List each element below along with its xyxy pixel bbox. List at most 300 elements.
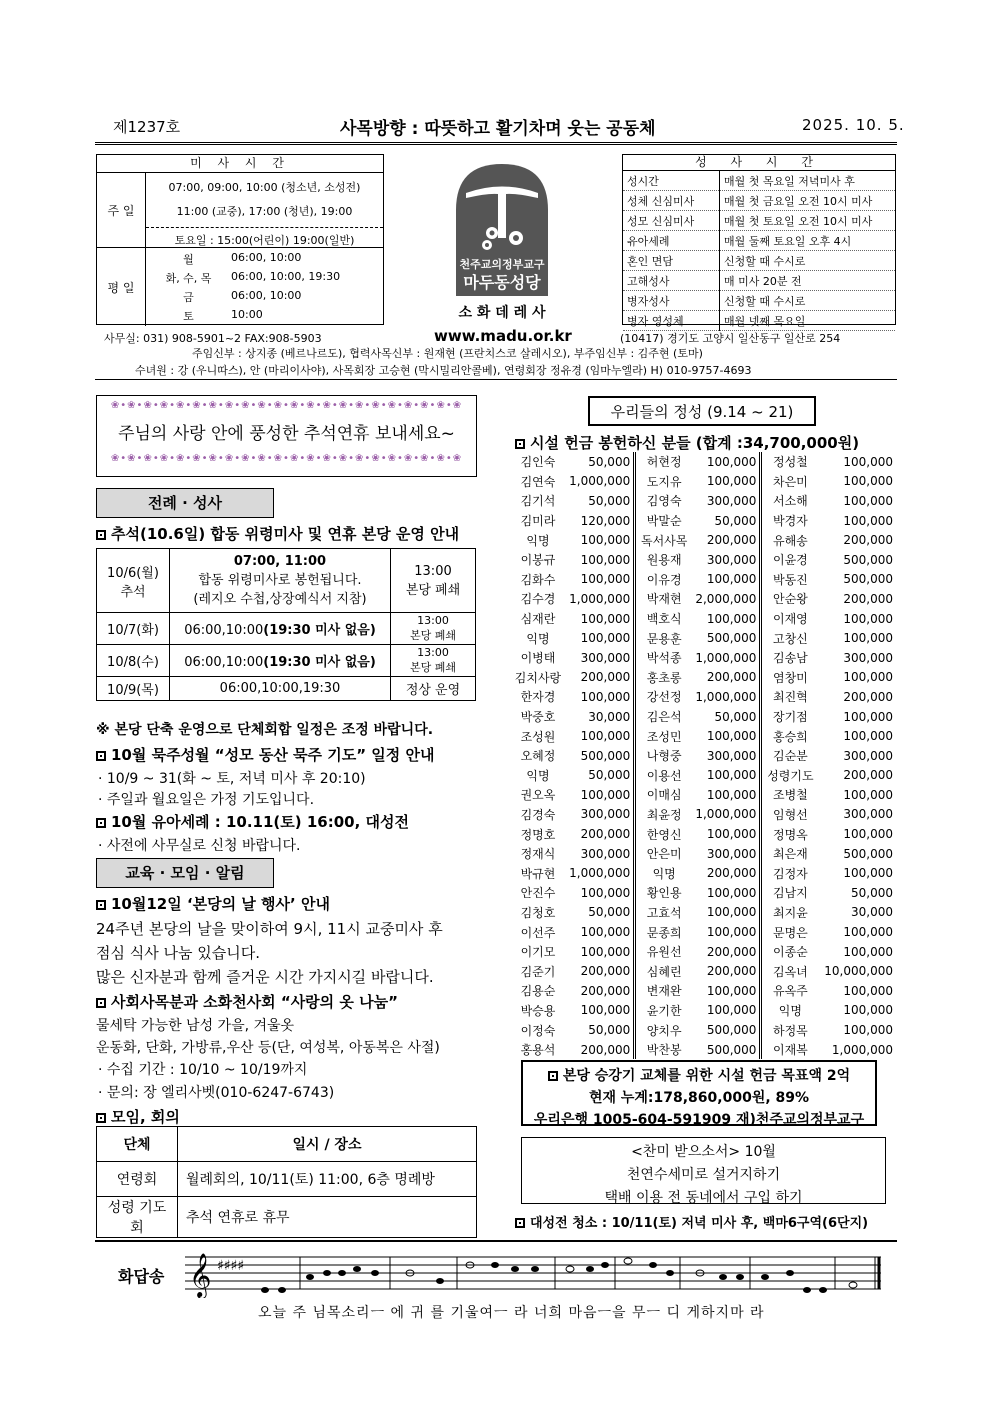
donor-name: 도지유 <box>646 474 682 489</box>
donor-amount: 200,000 <box>566 1040 635 1060</box>
schedule-main-bold: 07:00, 11:00 <box>233 554 327 569</box>
donor-name: 독서사목 <box>640 533 688 548</box>
donor-row <box>510 687 896 707</box>
schedule-main-sub: (레지오 수첩,상장예식서 지참) <box>193 592 367 607</box>
donor-name: 김정자 <box>773 866 808 881</box>
donor-name: 김화수 <box>520 572 556 587</box>
donor-name: 김청호 <box>520 905 556 920</box>
donor-name: 김수경 <box>520 592 556 607</box>
donor-amount: 300,000 <box>843 650 893 665</box>
clothes-line: 물세탁 가능한 남성 가을, 겨울옷 <box>96 1018 295 1034</box>
donor-name: 김순분 <box>773 749 808 764</box>
donor-amount: 200,000 <box>843 689 893 704</box>
sacrament-row <box>623 291 895 311</box>
donor-amount: 50,000 <box>692 707 761 727</box>
donor-amount: 500,000 <box>692 1040 761 1060</box>
donor-amount: 100,000 <box>843 474 893 489</box>
donor-amount: 200,000 <box>843 768 893 783</box>
donor-name: 익명 <box>526 533 550 548</box>
clothes-line: · 문의: 장 엘리사벳(010-6247-6743) <box>98 1085 335 1101</box>
donor-row <box>510 903 896 923</box>
anniversary-line: 많은 신자분과 함께 즐거운 시간 가지시길 바랍니다. <box>96 968 434 986</box>
pastoral-motto: 사목방향 : 따뜻하고 활기차며 웃는 공동체 <box>340 119 656 139</box>
donor-name: 강선정 <box>646 690 682 705</box>
rosary-line: · 주일과 월요일은 가정 기도입니다. <box>98 792 315 808</box>
donor-row <box>510 863 896 883</box>
donor-amount: 100,000 <box>692 981 761 1001</box>
banner-text: 주님의 사랑 안에 풍성한 추석연휴 보내세요~ <box>118 424 455 444</box>
svg-text:♯♯♯♯: ♯♯♯♯ <box>217 1258 245 1274</box>
weekday-time: 06:00, 10:00 <box>231 289 302 302</box>
donor-amount: 100,000 <box>843 1003 893 1018</box>
donor-amount: 30,000 <box>851 905 893 920</box>
donor-amount: 50,000 <box>851 885 893 900</box>
donor-amount: 300,000 <box>843 807 893 822</box>
weekday-day: 월 <box>183 253 194 266</box>
meeting-header: 일시 / 장소 <box>178 1127 477 1162</box>
donor-name: 김송남 <box>773 651 808 666</box>
donor-amount: 200,000 <box>692 942 761 962</box>
donor-name: 정재식 <box>520 847 556 862</box>
donor-name: 이재영 <box>773 612 808 627</box>
donor-name: 백호식 <box>646 612 682 627</box>
donor-amount: 200,000 <box>692 863 761 883</box>
donor-row <box>510 824 896 844</box>
chuseok-banner <box>96 395 477 477</box>
schedule-status: 13:00 <box>417 646 449 659</box>
group-meeting-note: ※ 본당 단축 운영으로 단체회합 일정은 조정 바랍니다. <box>96 722 434 738</box>
sacrament-time: 매월 둘째 토요일 오후 4시 <box>720 231 896 251</box>
donor-name: 박승용 <box>520 1003 556 1018</box>
elevator-current: 현재 누계:178,860,000원, 89% <box>588 1090 810 1106</box>
donor-name: 임형선 <box>773 807 808 822</box>
psalm-staff <box>185 1248 881 1298</box>
magazine-title: <찬미 받으소서> 10월 <box>631 1144 776 1160</box>
donor-amount: 120,000 <box>566 511 635 531</box>
donor-name: 익명 <box>526 768 550 783</box>
baptism-line: · 사전에 사무실로 신청 바랍니다. <box>98 838 301 854</box>
donor-name: 유옥주 <box>773 984 808 999</box>
donor-amount: 50,000 <box>566 766 635 786</box>
sacrament-time: 매 미사 20분 전 <box>720 271 896 291</box>
donor-name: 이기모 <box>520 945 556 960</box>
donor-name: 심혜린 <box>646 964 682 979</box>
donor-amount: 100,000 <box>692 824 761 844</box>
donor-name: 황인용 <box>646 886 682 901</box>
donor-name: 박말순 <box>646 514 682 529</box>
donor-amount: 50,000 <box>566 452 635 472</box>
checkbox-square-icon <box>515 1218 525 1228</box>
sacrament-row <box>623 211 895 231</box>
donor-amount: 100,000 <box>843 827 893 842</box>
staff-info: 수녀원 : 강 (우니따스), 안 (마리이사야), 사목회장 고승현 (막시밀리안콜베), 연령회장 정유경 (임마누엘라) H) 010-9757-4693 <box>135 364 752 377</box>
donor-name: 익명 <box>652 866 676 881</box>
donor-amount: 200,000 <box>692 530 761 550</box>
donor-name: 김은석 <box>646 710 682 725</box>
donor-row <box>510 1040 896 1060</box>
elevator-bank: 우리은행 1005-604-591909 재)천주교의정부교구 <box>533 1112 865 1128</box>
donor-row <box>510 1020 896 1040</box>
donor-name: 박석종 <box>646 651 682 666</box>
donor-amount: 100,000 <box>843 729 893 744</box>
sacrament-row <box>623 191 895 211</box>
weekday-day: 토 <box>183 310 194 323</box>
saturday-times: 토요일 : 15:00(어린이) 19:00(일반) <box>146 227 383 248</box>
rosary-title: 10월 묵주성월 “성모 동산 묵주 기도” 일정 안내 <box>96 744 434 765</box>
sacrament-row <box>623 231 895 251</box>
donor-name: 박규현 <box>520 866 556 881</box>
donor-amount: 500,000 <box>843 846 893 861</box>
meeting-info: 월례회의, 10/11(토) 11:00, 6층 명례방 <box>178 1162 477 1197</box>
donor-amount: 100,000 <box>843 513 893 528</box>
donor-amount: 100,000 <box>843 787 893 802</box>
donor-amount: 100,000 <box>566 550 635 570</box>
psalm-label: 화답송 <box>118 1267 165 1286</box>
chuseok-title: 추석(10.6일) 합동 위령미사 및 연휴 본당 운영 안내 <box>96 523 459 544</box>
issue-date: 2025. 10. 5. <box>802 116 905 134</box>
donor-amount: 30,000 <box>566 707 635 727</box>
sacrament-name: 성시간 <box>623 171 720 191</box>
donor-amount: 100,000 <box>566 530 635 550</box>
donor-name: 문명은 <box>773 925 808 940</box>
meeting-header: 단체 <box>97 1127 178 1162</box>
clothes-title: 사회사목분과 소화천사회 “사랑의 옷 나눔” <box>96 991 398 1012</box>
donor-row <box>510 511 896 531</box>
sacrament-name: 성모 신심미사 <box>623 211 720 231</box>
donor-amount: 200,000 <box>566 961 635 981</box>
donor-amount: 50,000 <box>566 491 635 511</box>
donor-row <box>510 648 896 668</box>
donor-row <box>510 491 896 511</box>
donor-name: 고효석 <box>646 905 682 920</box>
issue-number: 제1237호 <box>113 118 181 136</box>
donor-row <box>510 530 896 550</box>
sunday-times-1: 07:00, 09:00, 10:00 (청소년, 소성전) <box>168 181 361 194</box>
donor-name: 최은재 <box>773 847 808 862</box>
sacrament-time: 매월 넷째 목요일 <box>720 311 896 331</box>
donor-amount: 10,000,000 <box>824 964 893 979</box>
schedule-date: 10/6(월) <box>107 565 159 581</box>
donor-amount: 1,000,000 <box>566 863 635 883</box>
donor-name: 조병철 <box>773 788 808 803</box>
donor-name: 박동진 <box>773 572 808 587</box>
schedule-main: 06:00,10:00 <box>184 655 264 670</box>
donor-amount: 100,000 <box>692 472 761 492</box>
parish-address: (10417) 경기도 고양시 일산동구 일산로 254 <box>620 332 841 345</box>
donor-name: 김남지 <box>773 886 808 901</box>
rosary-line: · 10/9 ~ 31(화 ~ 토, 저녁 미사 후 20:10) <box>98 771 366 787</box>
donor-row <box>510 766 896 786</box>
donor-amount: 200,000 <box>566 824 635 844</box>
donor-name: 정명옥 <box>773 827 808 842</box>
donor-amount: 500,000 <box>692 628 761 648</box>
donor-amount: 100,000 <box>692 785 761 805</box>
donor-amount: 300,000 <box>843 748 893 763</box>
donor-amount: 200,000 <box>692 961 761 981</box>
schedule-main: 06:00,10:00,19:30 <box>170 677 391 701</box>
weekday-time: 06:00, 10:00 <box>231 251 302 264</box>
donor-name: 김옥녀 <box>773 964 808 979</box>
donor-amount: 1,000,000 <box>692 687 761 707</box>
donor-amount: 300,000 <box>692 746 761 766</box>
donor-row <box>510 707 896 727</box>
donor-name: 한자경 <box>520 690 556 705</box>
checkbox-square-icon <box>96 1113 106 1123</box>
donor-amount: 200,000 <box>692 668 761 688</box>
donor-name: 김경숙 <box>520 807 556 822</box>
donor-row <box>510 981 896 1001</box>
magazine-line: 택배 이용 전 동네에서 구입 하기 <box>604 1190 803 1206</box>
sacrament-time: 매월 첫 금요일 오전 10시 미사 <box>720 191 896 211</box>
sacraments-box <box>622 154 896 328</box>
donor-name: 김인숙 <box>520 455 556 470</box>
donor-amount: 100,000 <box>566 726 635 746</box>
donor-name: 익명 <box>778 1003 802 1018</box>
psalm-lyrics: 오늘 주 님목소리ㅡ 에 귀 를 기울여ㅡ 라 너희 마음ㅡ을 무ㅡ 디 게하지마 라 <box>258 1305 765 1321</box>
donor-amount: 100,000 <box>843 1023 893 1038</box>
donor-name: 최윤정 <box>646 807 682 822</box>
donor-name: 박경자 <box>773 514 808 529</box>
donations-table <box>510 452 896 1059</box>
cleaning-notice: 대성전 청소 : 10/11(토) 저녁 미사 후, 백마6구역(6단지) <box>515 1212 868 1231</box>
donor-row <box>510 609 896 629</box>
sacrament-time: 신청할 때 수시로 <box>720 291 896 311</box>
mass-times-title: 미 사 시 간 <box>97 155 383 173</box>
donor-amount: 100,000 <box>843 866 893 881</box>
donor-name: 이선주 <box>520 925 556 940</box>
donor-amount: 300,000 <box>692 550 761 570</box>
sunday-times-2: 11:00 (교중), 17:00 (청년), 19:00 <box>176 205 353 218</box>
donor-amount: 50,000 <box>692 511 761 531</box>
sacrament-time: 매월 첫 토요일 오전 10시 미사 <box>720 211 896 231</box>
logo-patron: 소 화 데 레 사 <box>458 305 546 321</box>
donor-amount: 100,000 <box>843 925 893 940</box>
sacrament-name: 병자 영성체 <box>623 311 720 331</box>
schedule-status: 13:00 <box>417 614 449 627</box>
contact-rule <box>95 379 897 380</box>
schedule-main-bold: (19:30 미사 없음) <box>263 655 376 670</box>
anniversary-line: 24주년 본당의 날을 맞이하여 9시, 11시 교중미사 후 <box>96 920 443 938</box>
donor-name: 이재복 <box>773 1043 808 1058</box>
weekday-time: 10:00 <box>231 308 263 321</box>
donor-amount: 100,000 <box>566 942 635 962</box>
donor-name: 염창미 <box>773 670 808 685</box>
donor-name: 김미라 <box>520 514 556 529</box>
donor-amount: 100,000 <box>692 452 761 472</box>
donor-amount: 100,000 <box>692 903 761 923</box>
magazine-line: 천연수세미로 설거지하기 <box>626 1167 781 1183</box>
donor-row <box>510 452 896 472</box>
donor-amount: 500,000 <box>843 572 893 587</box>
schedule-main-bold: (19:30 미사 없음) <box>263 623 376 638</box>
sacrament-name: 병자성사 <box>623 291 720 311</box>
sacraments-title: 성 사 시 간 <box>623 155 895 171</box>
donations-heading: 우리들의 정성 (9.14 ~ 21) <box>588 396 816 426</box>
schedule-date: 10/8(수) <box>97 645 170 677</box>
donor-amount: 200,000 <box>566 981 635 1001</box>
donor-amount: 300,000 <box>566 805 635 825</box>
logo-diocese: 천주교의정부교구 <box>459 258 545 271</box>
anniversary-line: 점심 식사 나눔 있습니다. <box>96 944 260 962</box>
donor-name: 윤기한 <box>646 1003 682 1018</box>
weekday-time: 06:00, 10:00, 19:30 <box>231 270 341 283</box>
donor-name: 심재란 <box>520 612 556 627</box>
donor-amount: 100,000 <box>843 944 893 959</box>
sacrament-name: 성체 신심미사 <box>623 191 720 211</box>
donor-name: 나형중 <box>646 749 682 764</box>
donor-amount: 100,000 <box>692 883 761 903</box>
donor-amount: 100,000 <box>566 628 635 648</box>
meeting-group: 성령 기도회 <box>97 1197 178 1238</box>
donor-row <box>510 961 896 981</box>
schedule-main: 06:00,10:00 <box>184 623 264 638</box>
donor-name: 안순왕 <box>773 592 808 607</box>
donor-name: 김치사랑 <box>514 670 562 685</box>
donor-row <box>510 746 896 766</box>
donor-name: 이병태 <box>520 651 556 666</box>
donor-name: 유해송 <box>773 533 808 548</box>
donor-name: 양치우 <box>646 1023 682 1038</box>
sacrament-row <box>623 251 895 271</box>
sacrament-row <box>623 271 895 291</box>
donor-name: 이매심 <box>646 788 682 803</box>
donations-subtitle: 시설 헌금 봉헌하신 분들 (합계 :34,700,000원) <box>515 432 859 453</box>
flower-border-bottom: ❀•❀•❀•❀•❀•❀•❀•❀•❀•❀•❀•❀•❀•❀•❀•❀•❀•❀•❀•❀•❀•❀ <box>110 453 463 464</box>
donor-name: 이유경 <box>646 572 682 587</box>
donor-amount: 100,000 <box>692 922 761 942</box>
donor-name: 이봉규 <box>520 553 556 568</box>
donor-name: 문종희 <box>646 925 682 940</box>
donor-amount: 300,000 <box>692 491 761 511</box>
sacrament-row <box>623 311 895 331</box>
donor-name: 김용순 <box>520 984 556 999</box>
schedule-date: 10/9(목) <box>97 677 170 701</box>
schedule-status-sub: 본당 폐쇄 <box>405 582 461 598</box>
donor-amount: 100,000 <box>566 1001 635 1021</box>
clothes-line: 운동화, 단화, 가방류,우산 등(단, 여성복, 아동복은 사절) <box>96 1040 440 1056</box>
donor-amount: 1,000,000 <box>692 648 761 668</box>
donor-row <box>510 668 896 688</box>
donor-amount: 50,000 <box>566 903 635 923</box>
schedule-status: 정상 운영 <box>391 677 476 701</box>
website-link[interactable]: www.madu.or.kr <box>434 327 572 345</box>
donor-amount: 100,000 <box>692 570 761 590</box>
donor-name: 정성철 <box>773 455 808 470</box>
checkbox-square-icon <box>96 900 106 910</box>
donor-amount: 100,000 <box>692 1001 761 1021</box>
sacrament-time: 신청할 때 수시로 <box>720 251 896 271</box>
anniversary-title: 10월12일 ‘본당의 날 행사’ 안내 <box>96 893 330 914</box>
donor-row <box>510 922 896 942</box>
sacrament-time: 매월 첫 목요일 저녁미사 후 <box>720 171 896 191</box>
donor-name: 익명 <box>526 631 550 646</box>
donor-name: 고창신 <box>773 631 808 646</box>
donor-name: 박찬봉 <box>646 1043 682 1058</box>
donor-name: 최진혁 <box>773 690 808 705</box>
donor-row <box>510 844 896 864</box>
donor-amount: 100,000 <box>692 609 761 629</box>
donor-row <box>510 726 896 746</box>
sacraments-table <box>623 171 895 331</box>
footer-rule <box>95 1240 897 1242</box>
donor-amount: 1,000,000 <box>566 472 635 492</box>
donor-row <box>510 883 896 903</box>
donor-amount: 200,000 <box>566 668 635 688</box>
donor-name: 안진수 <box>520 886 556 901</box>
donor-amount: 100,000 <box>843 454 893 469</box>
flower-border-top: ❀•❀•❀•❀•❀•❀•❀•❀•❀•❀•❀•❀•❀•❀•❀•❀•❀•❀•❀•❀•❀•❀ <box>110 400 463 411</box>
checkbox-square-icon <box>96 751 106 761</box>
donor-amount: 100,000 <box>566 609 635 629</box>
donor-name: 이종순 <box>773 945 808 960</box>
donor-amount: 500,000 <box>692 1020 761 1040</box>
donor-amount: 100,000 <box>843 493 893 508</box>
donor-name: 김영숙 <box>646 494 682 509</box>
sacrament-name: 유아세례 <box>623 231 720 251</box>
donor-amount: 100,000 <box>692 726 761 746</box>
donor-amount: 200,000 <box>843 533 893 548</box>
donor-amount: 500,000 <box>843 552 893 567</box>
donor-name: 유원선 <box>646 945 682 960</box>
donor-name: 하정목 <box>773 1023 808 1038</box>
donor-row <box>510 472 896 492</box>
donor-amount: 2,000,000 <box>692 589 761 609</box>
meeting-title: 모임, 회의 <box>96 1106 180 1127</box>
donor-name: 김기석 <box>520 494 556 509</box>
donor-row <box>510 570 896 590</box>
donor-amount: 1,000,000 <box>566 589 635 609</box>
donor-amount: 100,000 <box>843 631 893 646</box>
liturgy-heading: 전례 · 성사 <box>96 488 274 518</box>
elevator-title: 본당 승강기 교체를 위한 시설 헌금 목표액 2억 <box>562 1068 851 1084</box>
donor-amount: 200,000 <box>843 591 893 606</box>
sunday-label: 주 일 <box>97 173 146 247</box>
donor-name: 오혜정 <box>520 749 556 764</box>
donor-name: 이정숙 <box>520 1023 556 1038</box>
donor-amount: 50,000 <box>566 1020 635 1040</box>
donor-name: 차은미 <box>773 474 808 489</box>
donor-amount: 100,000 <box>692 766 761 786</box>
donor-amount: 300,000 <box>692 844 761 864</box>
donor-name: 원용재 <box>646 553 682 568</box>
donor-amount: 1,000,000 <box>831 1042 893 1057</box>
donor-amount: 100,000 <box>566 687 635 707</box>
weekday-day: 금 <box>183 291 194 304</box>
donor-row <box>510 550 896 570</box>
sacrament-name: 혼인 면담 <box>623 251 720 271</box>
donor-name: 변재완 <box>646 984 682 999</box>
donor-amount: 100,000 <box>843 983 893 998</box>
donor-name: 조성민 <box>646 729 682 744</box>
priests-info: 주임신부 : 상지종 (베르나르도), 협력사목신부 : 원재현 (프란치스코 살레시오), 부주임신부 : 김주현 (토마) <box>192 347 703 360</box>
donor-name: 장기점 <box>773 710 808 725</box>
baptism-title: 10월 유아세례 : 10.11(토) 16:00, 대성전 <box>96 811 409 832</box>
checkbox-square-icon <box>96 818 106 828</box>
donor-amount: 100,000 <box>566 785 635 805</box>
donor-row <box>510 1001 896 1021</box>
meeting-table <box>96 1126 477 1238</box>
sacrament-row <box>623 171 895 191</box>
donor-name: 김연숙 <box>520 474 556 489</box>
donor-amount: 300,000 <box>566 648 635 668</box>
schedule-date-sub: 추석 <box>120 584 146 600</box>
checkbox-square-icon <box>548 1071 558 1081</box>
checkbox-square-icon <box>96 998 106 1008</box>
donor-amount: 100,000 <box>843 670 893 685</box>
header-rule <box>95 142 897 145</box>
donor-amount: 100,000 <box>566 883 635 903</box>
elevator-fund-box <box>521 1060 877 1126</box>
